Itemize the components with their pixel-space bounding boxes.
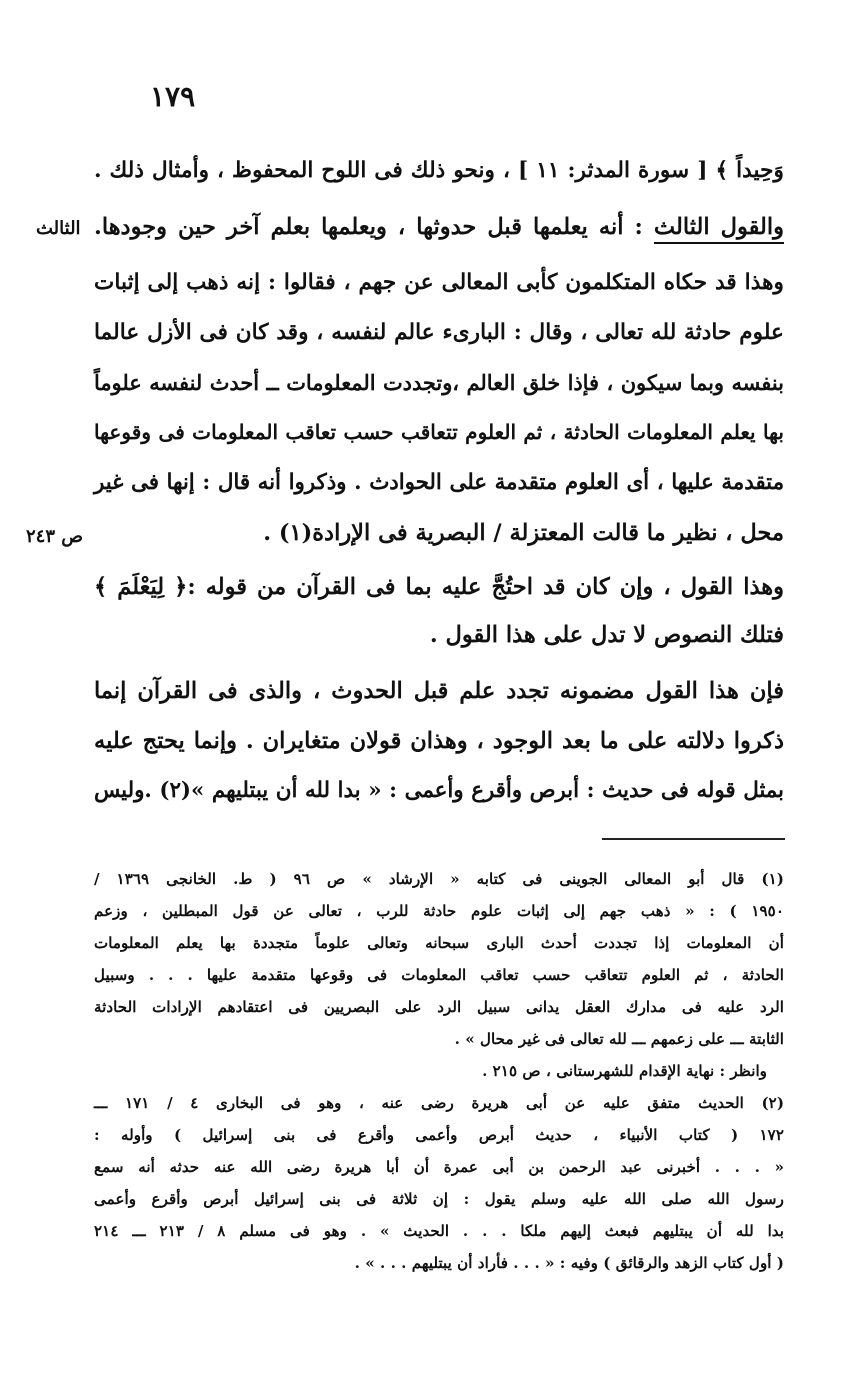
footnote-2-line-5: بدا لله أن يبتليهم فبعث إليهم ملكا . . . الحديث » . وهو فى مسلم ٨ / ٢١٣ ـــ ٢١٤	[94, 1222, 784, 1240]
footnote-2-line-4: رسول الله صلى الله عليه وسلم يقول : إن ثلاثة فى بنى إسرائيل أبرص وأقرع وأعمى	[94, 1190, 784, 1208]
margin-note-page-reference: ص ٢٤٣	[26, 526, 84, 547]
body-line-8: محل ، نظير ما قالت المعتزلة / البصرية فى الإرادة(١) .	[263, 520, 784, 546]
body-line-9: وهذا القول ، وإن كان قد احتُجَّ عليه بما فى القرآن من قوله :﴿ لِيَعْلَمَ ﴾	[94, 574, 784, 600]
body-line-12: ذكروا دلالته على ما بعد الوجود ، وهذان قولان متغايران . وإنما يحتج عليه	[94, 728, 784, 754]
third-opinion-text: : أنه يعلمها قبل حدوثها ، ويعلمها بعلم آخر حين وجودها.	[94, 214, 654, 240]
third-opinion-heading: والقول الثالث	[654, 214, 784, 244]
footnote-2-line-1: (٢) الحديث متفق عليه عن أبى هريرة رضى عنه ، وهو فى البخارى ٤ / ١٧١ ـــ	[94, 1094, 784, 1112]
page-number: ١٧٩	[150, 80, 196, 113]
footnote-2-line-3: « . . . أخبرنى عبد الرحمن بن أبى عمرة أن أبا هريرة رضى الله عنه حدثه أنه سمع	[94, 1158, 784, 1176]
footnote-1-see-also: وانظر : نهاية الإقدام للشهرستانى ، ص ٢١٥ .	[482, 1062, 767, 1080]
body-line-3: وهذا قد حكاه المتكلمون كأبى المعالى عن جهم ، فقالوا : إنه ذهب إلى إثبات	[94, 270, 784, 295]
footnote-1-line-5: الرد عليه فى مدارك العقل يدانى سبيل الرد على البصريين فى اعتقادهم الإرادات الحادثة	[94, 998, 784, 1016]
body-line-7: متقدمة عليها ، أى العلوم متقدمة على الحوادث . وذكروا أنه قال : إنها فى غير	[94, 470, 784, 495]
body-line-13: بمثل قوله فى حديث : أبرص وأقرع وأعمى : « بدا لله أن يبتليهم »(٢) .وليس	[94, 778, 784, 803]
body-line-11: فإن هذا القول مضمونه تجدد علم قبل الحدوث ، والذى فى القرآن إنما	[94, 678, 784, 704]
footnote-2-line-6: ( أول كتاب الزهد والرقائق ) وفيه : « . . . فأراد أن يبتليهم . . . » .	[354, 1254, 784, 1272]
body-line-2	[94, 214, 784, 241]
footnote-1-line-2: ١٩٥٠ ) : « ذهب جهم إلى إثبات علوم حادثة للرب ، تعالى عن قول المبطلين ، وزعم	[94, 902, 784, 920]
body-line-6: بها يعلم المعلومات الحادثة ، ثم العلوم تتعاقب حسب تعاقب المعلومات فى وقوعها	[94, 420, 784, 444]
footnote-2-line-2: ١٧٢ ( كتاب الأنبياء ، حديث أبرص وأعمى وأقرع فى بنى إسرائيل ) وأوله :	[94, 1126, 784, 1144]
footnote-1-line-4: الحادثة ، ثم العلوم تتعاقب حسب تعاقب المعلومات فى وقوعها متقدمة عليها . . . وسبيل	[94, 966, 784, 984]
body-line-4: علوم حادثة لله تعالى ، وقال : البارىء عالم لنفسه ، وقد كان فى الأزل عالما	[94, 320, 784, 345]
margin-note-third-opinion: الثالث	[36, 218, 81, 239]
footnote-1-line-3: أن المعلومات إذا تجددت أحدث البارى سبحانه وتعالى علوماً متجددة بها يعلم المعلومات	[94, 934, 784, 952]
body-line-1: وَحِيداً ﴾ [ سورة المدثر: ١١ ] ، ونحو ذلك فى اللوح المحفوظ ، وأمثال ذلك .	[94, 158, 784, 183]
body-line-10: فتلك النصوص لا تدل على هذا القول .	[429, 622, 784, 648]
footnote-separator	[602, 838, 785, 840]
footnote-1-line-1: (١) قال أبو المعالى الجوينى فى كتابه « الإرشاد » ص ٩٦ ( ط. الخانجى ١٣٦٩ /	[94, 870, 784, 888]
footnote-1-line-6: الثابتة ـــ على زعمهم ـــ لله تعالى فى غير محال » .	[454, 1030, 784, 1048]
body-line-5: بنفسه وبما سيكون ، فإذا خلق العالم ،وتجددت المعلومات ــ أحدث لنفسه علوماً	[94, 370, 784, 395]
